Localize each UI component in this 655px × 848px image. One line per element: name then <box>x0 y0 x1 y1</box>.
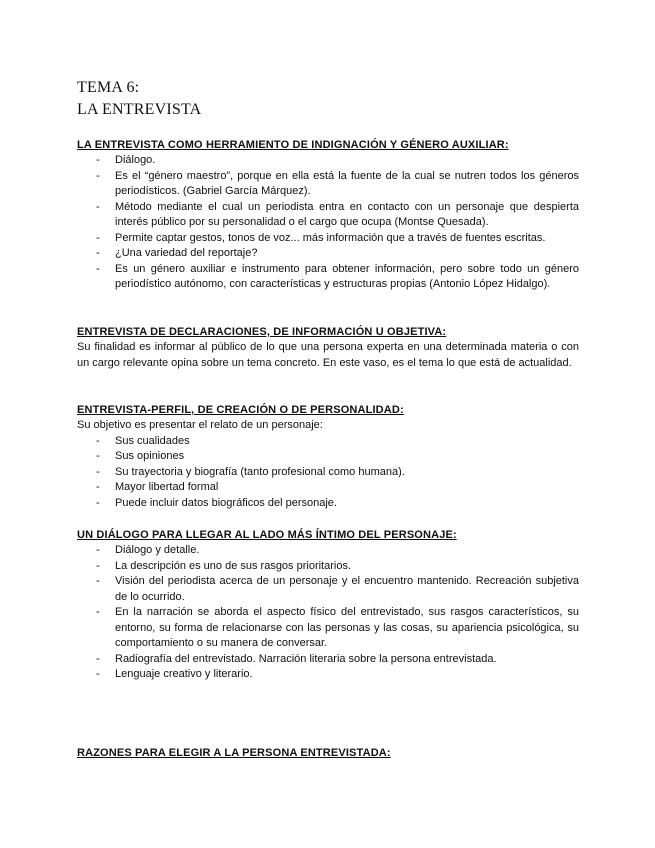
document-title-topic: TEMA 6: <box>77 79 140 96</box>
bullet-marker: - <box>96 434 100 447</box>
list-item-text: La descripción es uno de sus rasgos prioritarios. <box>115 559 352 572</box>
bullet-marker: - <box>96 575 100 587</box>
list-item <box>77 169 579 200</box>
list-item <box>77 153 579 169</box>
bullet-marker: - <box>96 247 100 259</box>
bullet-list <box>77 153 579 293</box>
list-item-text: Radiografía del entrevistado. Narración literaria sobre la persona entrevistada. <box>115 652 497 665</box>
section-razones <box>77 746 579 761</box>
list-item <box>77 543 579 559</box>
section-heading: ENTREVISTA-PERFIL, DE CREACIÓN O DE PERSONALIDAD: <box>77 404 404 416</box>
list-item <box>77 231 579 247</box>
section-heading: UN DIÁLOGO PARA LLEGAR AL LADO MÁS ÍNTIMO DEL PERSONAJE: <box>77 529 457 541</box>
list-item-text: ¿Una variedad del reportaje? <box>115 247 258 259</box>
bullet-marker: - <box>96 231 100 244</box>
list-item <box>77 496 579 512</box>
bullet-marker: - <box>96 262 100 275</box>
bullet-marker: - <box>96 668 100 680</box>
section-heading: LA ENTREVISTA COMO HERRAMIENTO DE INDIGNACIÓN Y GÉNERO AUXILIAR: <box>77 139 509 151</box>
section-heading: RAZONES PARA ELEGIR A LA PERSONA ENTREVISTADA: <box>77 747 391 759</box>
list-item-text: Sus opiniones <box>115 450 185 462</box>
section-heading: ENTREVISTA DE DECLARACIONES, DE INFORMACIÓN U OBJETIVA: <box>77 326 447 338</box>
bullet-marker: - <box>96 169 100 182</box>
list-item <box>77 559 579 575</box>
bullet-marker: - <box>96 465 100 478</box>
section-dialogo-intimo <box>77 528 579 683</box>
bullet-marker: - <box>96 496 100 509</box>
bullet-list <box>77 434 579 512</box>
section-herramienta <box>77 138 579 293</box>
bullet-marker: - <box>96 450 100 462</box>
bullet-marker: - <box>96 544 100 556</box>
list-item-text: Método mediante el cual un periodista entra en contacto con un personaje que despierta interés público por su personalidad o el cargo que ocupa (Montse Quesada). <box>115 200 579 228</box>
bullet-list <box>77 543 579 683</box>
list-item-text: Es el “género maestro”, porque en ella está la fuente de la cual se nutren todos los géneros periodísticos. (Gabriel García Márquez). <box>115 169 579 197</box>
list-item <box>77 246 579 262</box>
list-item-text: Diálogo. <box>115 154 156 166</box>
list-item <box>77 465 579 481</box>
list-item-text: Lenguaje creativo y literario. <box>115 668 253 680</box>
document-title: LA ENTREVISTA <box>77 101 202 118</box>
list-item-text: Permite captar gestos, tonos de voz... más información que a través de fuentes escritas. <box>115 231 546 244</box>
list-item <box>77 605 579 652</box>
section-paragraph: Su finalidad es informar al público de lo que una persona experta en una determinada materia o con un cargo relevante opina sobre un tema concreto. En este vaso, es el tema lo que está de actualidad. <box>77 341 579 369</box>
section-perfil <box>77 403 579 511</box>
list-item <box>77 574 579 605</box>
list-item-text: Mayor libertad formal <box>115 481 219 493</box>
bullet-marker: - <box>96 606 100 618</box>
list-item <box>77 667 579 683</box>
list-item <box>77 200 579 231</box>
list-item <box>77 434 579 450</box>
list-item-text: Diálogo y detalle. <box>115 544 200 556</box>
bullet-marker: - <box>96 481 100 493</box>
section-declaraciones <box>77 325 579 371</box>
bullet-marker: - <box>96 559 100 572</box>
list-item <box>77 480 579 496</box>
list-item-text: Sus cualidades <box>115 434 190 447</box>
bullet-marker: - <box>96 652 100 665</box>
list-item-text: Es un género auxiliar e instrumento para obtener información, pero sobre todo un género periodístico autónomo, con características y estructuras propias (Antonio López Hidalgo). <box>115 262 579 290</box>
list-item <box>77 652 579 668</box>
list-item-text: En la narración se aborda el aspecto físico del entrevistado, sus rasgos característicos, su entorno, su forma de relacionarse con las personas y las cosas, su apariencia psicológica, su comportamiento o su manera de conversar. <box>115 606 579 649</box>
list-item <box>77 262 579 293</box>
bullet-marker: - <box>96 200 100 213</box>
list-item <box>77 449 579 465</box>
list-item-text: Puede incluir datos biográficos del personaje. <box>115 496 337 509</box>
section-paragraph: Su objetivo es presentar el relato de un personaje: <box>77 419 323 431</box>
bullet-marker: - <box>96 154 100 166</box>
list-item-text: Su trayectoria y biografía (tanto profesional como humana). <box>115 465 405 478</box>
list-item-text: Visión del periodista acerca de un personaje y el encuentro mantenido. Recreación subjetiva de lo ocurrido. <box>115 575 579 603</box>
